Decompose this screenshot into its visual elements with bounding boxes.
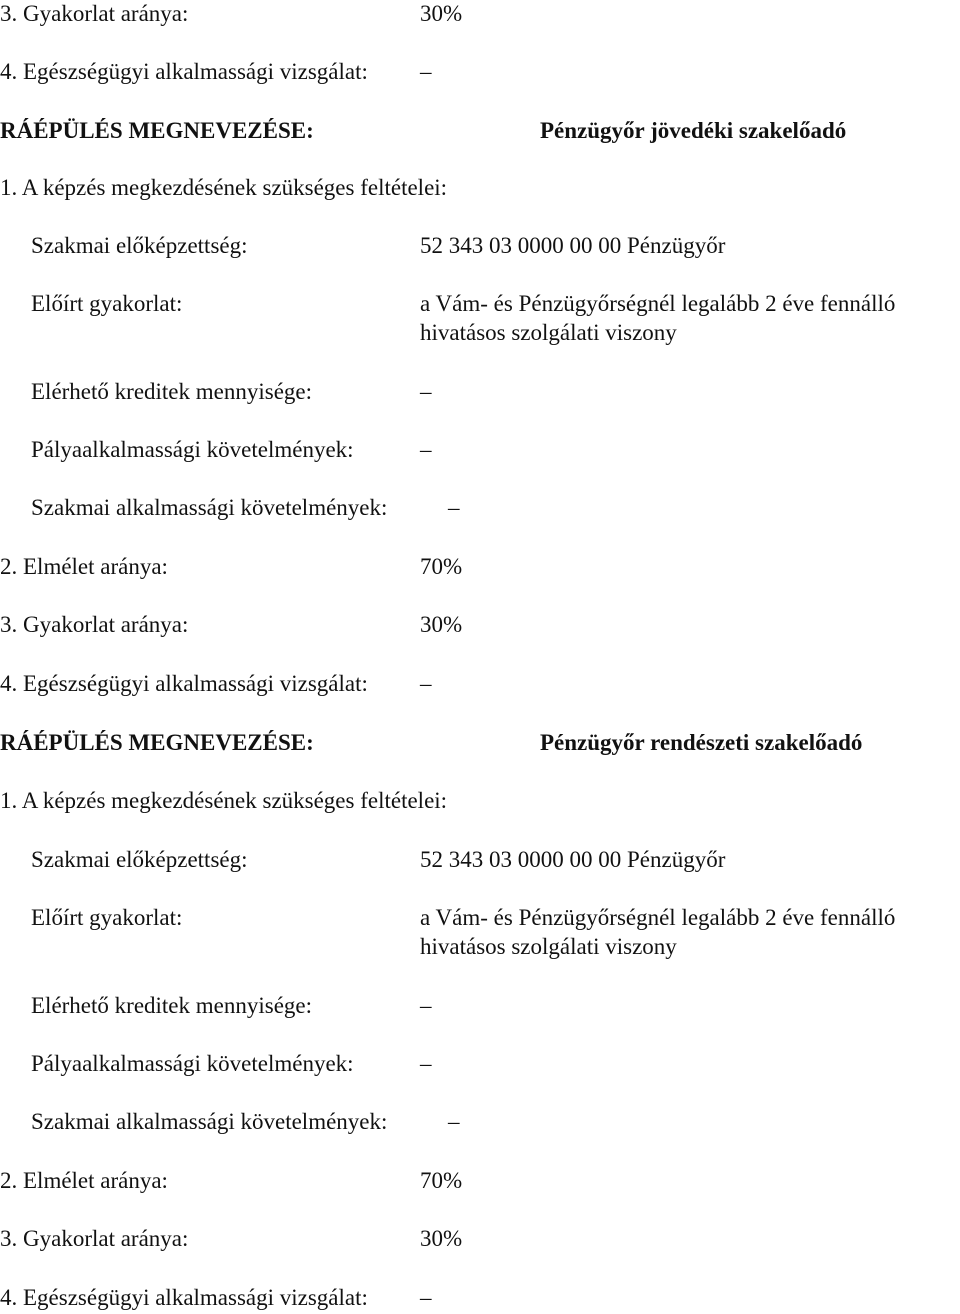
szakmai-alkalmassagi-label: Szakmai alkalmassági követelmények: [31, 1109, 388, 1134]
egeszseg-label: 4. Egészségügyi alkalmassági vizsgálat: [0, 1285, 368, 1310]
elmelet-value: 70% [420, 1168, 463, 1193]
szakmai-elokepzettseg-label: Szakmai előképzettség: [31, 847, 248, 872]
szakmai-elokepzettseg-value: 52 343 03 0000 00 00 Pénzügyőr [420, 847, 726, 872]
section-heading-label: RÁÉPÜLÉS MEGNEVEZÉSE: [0, 118, 314, 143]
elmelet-value: 70% [420, 554, 463, 579]
szakmai-alkalmassagi-value: – [448, 1109, 460, 1134]
egeszseg-label: 4. Egészségügyi alkalmassági vizsgálat: [0, 671, 368, 696]
eloirt-gyakorlat-label: Előírt gyakorlat: [31, 905, 183, 930]
kreditek-value: – [420, 379, 432, 404]
top-gyakorlat-value: 30% [420, 1, 463, 26]
prereq-title: 1. A képzés megkezdésének szükséges feltételei: [0, 175, 448, 200]
egeszseg-value: – [420, 1285, 432, 1310]
prereq-title: 1. A képzés megkezdésének szükséges feltételei: [0, 788, 448, 813]
palyaalkalmassagi-value: – [420, 1051, 432, 1076]
top-egeszseg-value: – [420, 59, 432, 84]
szakmai-elokepzettseg-label: Szakmai előképzettség: [31, 233, 248, 258]
gyakorlat-value: 30% [420, 1226, 463, 1251]
top-egeszseg-label: 4. Egészségügyi alkalmassági vizsgálat: [0, 59, 368, 84]
top-gyakorlat-label: 3. Gyakorlat aránya: [0, 1, 189, 26]
kreditek-value: – [420, 993, 432, 1018]
palyaalkalmassagi-label: Pályaalkalmassági követelmények: [31, 437, 354, 462]
egeszseg-value: – [420, 671, 432, 696]
gyakorlat-label: 3. Gyakorlat aránya: [0, 612, 189, 637]
palyaalkalmassagi-value: – [420, 437, 432, 462]
gyakorlat-value: 30% [420, 612, 463, 637]
gyakorlat-label: 3. Gyakorlat aránya: [0, 1226, 189, 1251]
eloirt-gyakorlat-line1: a Vám- és Pénzügyőrségnél legalább 2 éve fennálló [420, 905, 896, 930]
szakmai-alkalmassagi-label: Szakmai alkalmassági követelmények: [31, 495, 388, 520]
eloirt-gyakorlat-line1: a Vám- és Pénzügyőrségnél legalább 2 éve fennálló [420, 291, 896, 316]
section-heading-label: RÁÉPÜLÉS MEGNEVEZÉSE: [0, 730, 314, 755]
section-heading-value: Pénzügyőr jövedéki szakelőadó [540, 118, 847, 143]
eloirt-gyakorlat-line2: hivatásos szolgálati viszony [420, 320, 677, 345]
palyaalkalmassagi-label: Pályaalkalmassági követelmények: [31, 1051, 354, 1076]
szakmai-alkalmassagi-value: – [448, 495, 460, 520]
section-heading-value: Pénzügyőr rendészeti szakelőadó [540, 730, 863, 755]
szakmai-elokepzettseg-value: 52 343 03 0000 00 00 Pénzügyőr [420, 233, 726, 258]
elmelet-label: 2. Elmélet aránya: [0, 554, 168, 579]
eloirt-gyakorlat-label: Előírt gyakorlat: [31, 291, 183, 316]
kreditek-label: Elérhető kreditek mennyisége: [31, 993, 313, 1018]
elmelet-label: 2. Elmélet aránya: [0, 1168, 168, 1193]
kreditek-label: Elérhető kreditek mennyisége: [31, 379, 313, 404]
eloirt-gyakorlat-line2: hivatásos szolgálati viszony [420, 934, 677, 959]
